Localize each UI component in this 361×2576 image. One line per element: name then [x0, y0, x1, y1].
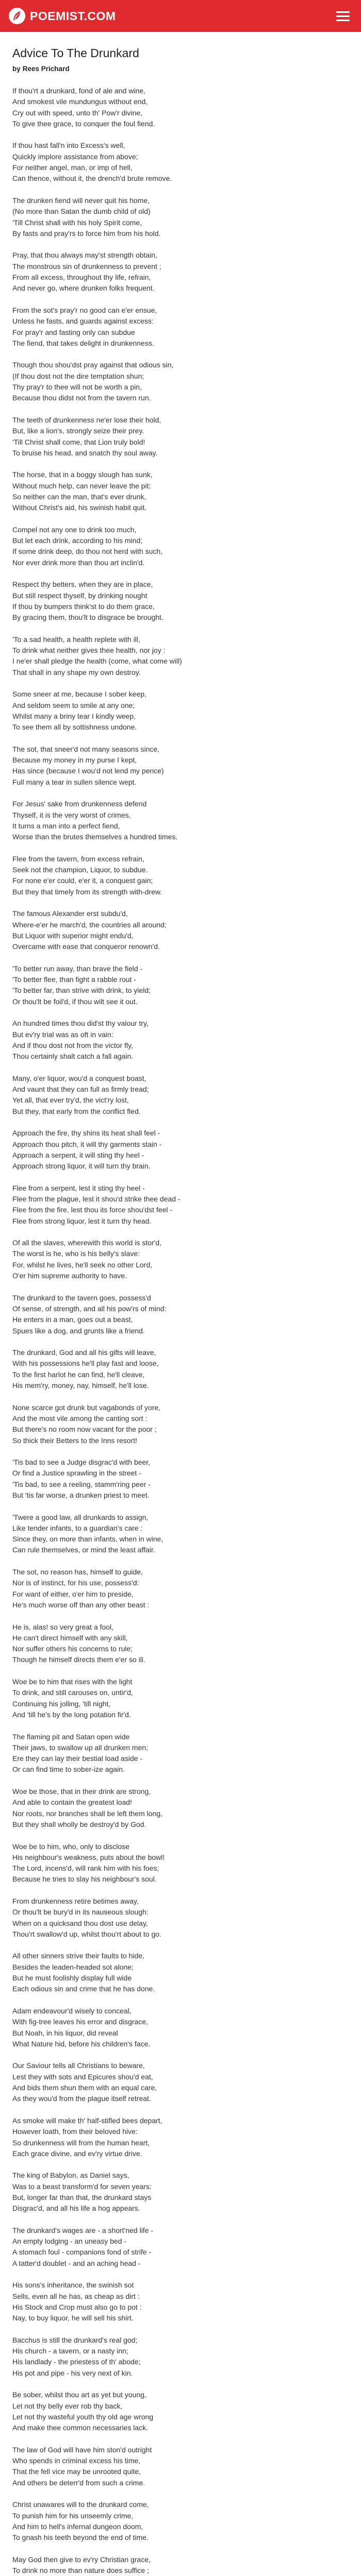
poem-line: O'er him supreme authority to have.: [12, 1272, 127, 1280]
poem-line: Nay, to buy liquor, he will sell his shirt.: [12, 2314, 134, 2323]
logo-link[interactable]: [8, 7, 116, 25]
poem-line: And make thee common necessaries lack.: [12, 2424, 149, 2432]
poem-line: 'Twere a good law, all drunkards to assign,: [12, 1513, 149, 1521]
poem-line: Sells, even all he has, as cheap as dirt :: [12, 2292, 140, 2300]
poem-line: His church - a tavern, or a nasty inn;: [12, 2347, 128, 2355]
author-prefix: by: [12, 65, 21, 73]
poem-line: Of all the slaves, wherewith this world is stor'd,: [12, 1239, 162, 1247]
poem-line: Some sneer at me, because I sober keep,: [12, 690, 146, 699]
poem-line: For neither angel, man, or imp of hell,: [12, 163, 133, 172]
site-header: [0, 0, 361, 32]
poem-line: An empty lodging - an uneasy bed -: [12, 2237, 127, 2246]
stanza: [12, 1293, 349, 1336]
menu-icon-bar: [336, 15, 350, 17]
poem-line: Nor is of instinct, for his use, possess'd:: [12, 1579, 139, 1587]
poem-line: And 'till he's by the long potation fir'd.: [12, 1710, 131, 1719]
poem-line: Nor roots, nor branches shall be left them long,: [12, 1809, 163, 1818]
poem-line: Seek not the champion, Liquor, to subdue.: [12, 866, 148, 874]
poem-line: Or thou'lt be bury'd in its nauseous slough:: [12, 1908, 149, 1917]
stanza: [12, 140, 349, 184]
poem-line: A stomach foul - companions fond of strife -: [12, 2248, 152, 2257]
poem-line: As smoke will make th' half-stifled bees depart,: [12, 2116, 162, 2125]
poem-line: And seldom seem to smile at any one;: [12, 701, 135, 709]
poem-line: Approach a serpent, it will sting thy heel -: [12, 1150, 144, 1159]
poem-line: Unless he fasts, and guards against excess:: [12, 317, 154, 326]
poem-line: The drunkard to the tavern goes, possess'd: [12, 1293, 151, 1302]
feather-logo-icon: [8, 7, 26, 25]
poem-line: But Liquor with superior might endu'd,: [12, 931, 134, 940]
poem-line: Yet all, that ever try'd, the vict'ry lost,: [12, 1096, 129, 1105]
poem-line: But they shall wholly be destroy'd by God.: [12, 1820, 146, 1828]
poem-line: Because thou didst not from the tavern run.: [12, 394, 151, 402]
poem-line: And others be deterr'd from such a crime.: [12, 2478, 145, 2487]
poem-line: Many, o'er liquor, wou'd a conquest boast,: [12, 1074, 146, 1082]
stanza: [12, 2115, 349, 2159]
poem-line: Flee from strong liquor, lest it turn thy head.: [12, 1216, 152, 1225]
stanza: [12, 415, 349, 459]
poem-line: Whilst many a briny tear I kindly weep,: [12, 711, 136, 720]
poem-line: The monstrous sin of drunkenness to prevent ;: [12, 262, 161, 270]
poem-line: For none e'er could, e'er it, a conquest gain;: [12, 876, 153, 885]
stanza: [12, 2335, 349, 2379]
stanza: [12, 1676, 349, 1720]
poem-line: Approach the fire, thy shins its heat shall feel -: [12, 1129, 160, 1138]
poem-line: Full many a tear in sullen silence wept.: [12, 777, 137, 786]
poem-line: (If thou dost not the dire temptation shun;: [12, 371, 144, 380]
poem-line: Thyself, it is the very worst of crimes,: [12, 810, 131, 819]
stanza: [12, 1128, 349, 1172]
poem-line: If thou hast fall'n into Excess's well,: [12, 141, 125, 150]
poem-line: For, whilst he lives, he'll seek no other Lord,: [12, 1260, 153, 1269]
poem-line: But they that timely from its strength with-drew.: [12, 887, 162, 896]
poem-line: Or thou'lt be foil'd, if thou wilt see it out.: [12, 997, 138, 1006]
poem-line: 'To better run away, than brave the field -: [12, 964, 143, 973]
poem-line: Has since (because I wou'd not lend my pence): [12, 767, 164, 775]
poem-line: It turns a man into a perfect fiend,: [12, 821, 120, 830]
poem-line: But there's no room now vacant for the poor ;: [12, 1425, 157, 1434]
poem-line: Though thou shou'dst pray against that odious sin,: [12, 361, 174, 369]
poem-line: Can thence, without it, the drench'd brute remove.: [12, 174, 172, 183]
poem-line: Of sense, of strength, and all his pow'rs of mind:: [12, 1304, 167, 1313]
stanza: [12, 250, 349, 294]
poem-line: Since they, on more than infants, when in wine,: [12, 1535, 163, 1544]
stanza: [12, 1402, 349, 1446]
poem-line: Flee from the plague, lest it shou'd strike thee dead -: [12, 1194, 180, 1203]
poem-line: 'Till Christ shall with his holy Spirit come,: [12, 218, 142, 227]
poem-line: That shall in any shape my own destroy.: [12, 668, 141, 676]
poem-line: 'Tis bad to see a Judge disgrac'd with beer,: [12, 1458, 151, 1467]
poem-line: If thou by bumpers think'st to do them grace,: [12, 602, 155, 611]
poem-line: To drink no more than nature does suffice ;: [12, 2566, 150, 2575]
stanza: [12, 2170, 349, 2214]
stanza: [12, 2554, 349, 2576]
poem-line: Adam endeavour'd wisely to conceal,: [12, 2006, 132, 2015]
poem-line: As they wou'd from the plague itself retreat.: [12, 2094, 151, 2103]
poem-line: And able to contain the greatest load!: [12, 1798, 132, 1807]
poem-line: Their jaws, to swallow up all drunken men;: [12, 1743, 149, 1752]
poem-line: Let not thy belly ever rob thy back,: [12, 2401, 123, 2410]
stanza: [12, 2060, 349, 2104]
poem-line: Though he himself directs them e'er so ill.: [12, 1655, 145, 1664]
stanza: [12, 908, 349, 952]
poem-line: That the fell vice may be unrooted quite,: [12, 2467, 141, 2476]
poem-line: He enters in a man, goes out a beast,: [12, 1315, 133, 1324]
poem-line: Flee from a serpent, lest it sting thy heel -: [12, 1183, 145, 1192]
poem-line: Besides the leaden-headed sot alone;: [12, 1962, 134, 1971]
poem-line: But ev'ry trial was as oft in vain:: [12, 1030, 113, 1039]
poem-line: Christ unawares will to the drunkard come,: [12, 2500, 149, 2509]
poem-line: Approach strong liquor, it will turn thy brain.: [12, 1162, 151, 1171]
poem-byline: [12, 64, 349, 74]
poem-line: All other sinners strive their faults to hide,: [12, 1952, 145, 1960]
stanza: [12, 1347, 349, 1391]
poem-line: Spues like a dog, and grunts like a friend.: [12, 1326, 145, 1335]
poem-line: The worst is he, who is his belly's slave:: [12, 1249, 140, 1258]
poem-line: However loath, from their beloved hive:: [12, 2127, 138, 2136]
poem-line: Was to a beast transform'd for seven years:: [12, 2182, 152, 2191]
poem-line: I ne'er shall pledge the health (come, what come will): [12, 657, 182, 666]
poem-line: To give thee grace, to conquer the foul fiend.: [12, 119, 155, 128]
poem-line: The famous Alexander erst subdu'd,: [12, 909, 128, 918]
poem-line: Where-e'er he march'd, the countries all around;: [12, 920, 167, 929]
poem-line: The drunkard, God and all his gifts will leave,: [12, 1348, 156, 1357]
poem-line: To punish him for his unseemly crime,: [12, 2511, 134, 2520]
menu-button[interactable]: [334, 7, 352, 25]
stanza: [12, 1786, 349, 1830]
poem-line: Compel not any one to drink too much,: [12, 525, 137, 534]
poem-line: Worse than the brutes themselves a hundred times.: [12, 833, 178, 841]
poem-line: Each grace divine, and ev'ry virtue drive.: [12, 2149, 142, 2158]
stanza: [12, 2445, 349, 2488]
poem-line: Our Saviour tells all Christians to beware,: [12, 2061, 145, 2070]
poem-line: Let not thy wasteful youth thy old age wrong: [12, 2412, 154, 2421]
poem-line: Flee from the tavern, from excess refrain,: [12, 854, 144, 863]
poem-line: Pray, that thou always may'st strength obtain,: [12, 251, 157, 260]
poem-line: With fig-tree leaves his error and disgrace,: [12, 2018, 148, 2026]
poem-line: May God then give to ev'ry Christian grace,: [12, 2555, 151, 2564]
poem-line: Or can find time to sober-ize again.: [12, 1765, 125, 1774]
poem-line: And if thou dost not from the victor fly,: [12, 1041, 133, 1049]
poem-line: The teeth of drunkenness ne'er lose their hold,: [12, 415, 161, 424]
poem-line: Nor ever drink more than thou art inclin'd.: [12, 558, 145, 567]
poem-line: For want of either, o'er him to preside,: [12, 1589, 134, 1598]
poem-line: Without Christ's aid, his swinish habit quit.: [12, 503, 147, 512]
poem-line: With his possessions he'll play fast and loose,: [12, 1359, 159, 1368]
stanza: [12, 2280, 349, 2324]
poem-line: To the first harlot he can find, he'll cleave,: [12, 1370, 145, 1379]
poem-line: To drink, and still carouses on, untir'd,: [12, 1688, 133, 1697]
poem-line: Can rule themselves, or mind the least affair.: [12, 1546, 155, 1554]
poem-line: The drunkard's wages are - a short'ned life -: [12, 2226, 154, 2234]
stanza: [12, 2389, 349, 2433]
poem-line: Be sober, whilst thou art as yet but young,: [12, 2391, 146, 2399]
poem-line: The Lord, incens'd, will rank him with his foes;: [12, 1864, 159, 1873]
menu-icon-bar: [336, 11, 350, 13]
poem-line: His landlady - the priestess of th' abode;: [12, 2358, 141, 2366]
stanza: [12, 1073, 349, 1117]
poem-container: [0, 32, 361, 2576]
stanza: [12, 2006, 349, 2049]
poem-line: The sot, that sneer'd not many seasons since,: [12, 744, 160, 753]
stanza: [12, 1896, 349, 1940]
poem-line: Quickly implore assistance from above;: [12, 152, 138, 161]
poem-line: 'Tis bad, to see a reeling, stamm'ring peer -: [12, 1480, 151, 1488]
stanza: [12, 634, 349, 678]
poem-line: And vaunt that they can full as firmly tread;: [12, 1085, 149, 1094]
poem-line: Thy pray'r to thee will not be worth a pin,: [12, 383, 142, 392]
poem-line: Because my money in my purse I kept,: [12, 756, 137, 765]
poem-line: Or find a Justice sprawling in the street -: [12, 1469, 141, 1478]
stanza: [12, 854, 349, 897]
stanza: [12, 360, 349, 403]
poem-line: Woe be those, that in their drink are strong,: [12, 1787, 151, 1796]
poem-line: (No more than Satan the dumb child of old): [12, 207, 151, 216]
poem-line: His mem'ry, money, nay, himself, he'll lose.: [12, 1381, 149, 1390]
poem-line: And smokest vile mundungus without end,: [12, 97, 148, 106]
poem-line: 'To better far, than strive with drink, to yield;: [12, 986, 151, 995]
poem-line: For Jesus' sake from drunkenness defend: [12, 800, 147, 808]
poem-line: To drink what neither gives thee health, nor joy :: [12, 646, 166, 655]
poem-line: The law of God will have him ston'd outright: [12, 2445, 152, 2454]
poem-line: Approach thou pitch, it will thy garments stain -: [12, 1140, 162, 1148]
logo-text: POEMIST.COM: [30, 9, 116, 23]
poem-line: To gnash his teeth beyond the end of time.: [12, 2533, 149, 2542]
poem-line: Like tender infants, to a guardian's care :: [12, 1523, 143, 1532]
poem-line: Respect thy betters, when they are in place,: [12, 580, 153, 589]
poem-line: Woe be to him that rises with the light: [12, 1677, 133, 1686]
poem-line: Because he tries to slay his neighbour's soul.: [12, 1875, 157, 1884]
poem-line: None scarce got drunk but vagabonds of yore,: [12, 1403, 161, 1412]
stanza: [12, 1512, 349, 1556]
poem-line: And bids them shun them with an equal care,: [12, 2083, 157, 2092]
poem-line: Ere they can lay their bestial load aside -: [12, 1754, 143, 1763]
poem-line: But let each drink, according to his mind;: [12, 536, 143, 545]
poem-line: Lest they with sots and Epicures shou'd eat,: [12, 2072, 153, 2081]
stanza: [12, 305, 349, 349]
poem-line: Thou certainly shalt catch a fall again.: [12, 1052, 134, 1061]
poem-line: What Nature hid, before his children's face.: [12, 2039, 151, 2048]
poem-line: He can't direct himself with any skill,: [12, 1633, 128, 1642]
poem-line: If thou'rt a drunkard, fond of ale and wine,: [12, 87, 145, 95]
stanza: [12, 1567, 349, 1611]
poem-line: An hundred times thou did'st thy valour try,: [12, 1019, 149, 1028]
poem-line: He's much worse off than any other beast :: [12, 1600, 150, 1609]
poem-line: For pray'r and fasting only can subdue: [12, 328, 135, 336]
poem-line: His Stock and Crop must also go to pot :: [12, 2302, 142, 2311]
poem-line: Without much help, can never leave the pit:: [12, 481, 151, 490]
poem-line: 'To a sad health, a health replete with ill,: [12, 635, 140, 643]
poem-line: But they, that early from the conflict fled.: [12, 1107, 141, 1115]
poem-line: His sons's inheritance, the swinish sot: [12, 2281, 134, 2290]
poem-line: If some drink deep, do thou not herd with such,: [12, 547, 163, 556]
poem-line: A tatter'd doublet - and an aching head -: [12, 2259, 141, 2267]
poem-line: From the sot's pray'r no good can e'er ensue,: [12, 306, 157, 314]
poem-line: But still respect thyself, by drinking nought: [12, 591, 147, 600]
stanza: [12, 1622, 349, 1666]
poem-line: So neither can the man, that's ever drunk,: [12, 492, 146, 501]
poem-line: And him to hell's infernal dungeon doom,: [12, 2522, 143, 2531]
poem-title: Advice To The Drunkard: [12, 46, 139, 60]
stanza: [12, 86, 349, 129]
stanza: [12, 195, 349, 239]
poem-line: Thou'rt swallow'd up, whilst thou'rt about to go.: [12, 1929, 161, 1938]
poem-line: He is, alas! so very great a fool,: [12, 1622, 114, 1631]
stanza: [12, 1841, 349, 1885]
poem-line: But 'tis far worse, a drunken priest to meet.: [12, 1491, 150, 1499]
poem-line: From all excess, throughout thy life, refrain,: [12, 273, 151, 282]
stanza: [12, 2499, 349, 2543]
poem-line: Disgrac'd, and all his life a hog appears.: [12, 2204, 140, 2213]
poem-line: Bacchus is still the drunkard's real god;: [12, 2335, 138, 2344]
poem-line: But, longer far than that, the drunkard stays: [12, 2193, 152, 2201]
poem-line: When on a quicksand thou dost use delay,: [12, 1919, 148, 1927]
poem-line: By gracing them, thou'lt to disgrace be brought.: [12, 613, 163, 622]
poem-line: The fiend, that takes delight in drunkenness.: [12, 338, 154, 347]
stanza: [12, 1951, 349, 1994]
poem-line: Cry out with speed, unto th' Pow'r divine,: [12, 108, 143, 117]
stanza: [12, 744, 349, 788]
poem-line: The king of Babylon, as Daniel says,: [12, 2171, 129, 2180]
poem-line: His pot and pipe - his very next of kin.: [12, 2368, 133, 2377]
menu-icon-bar: [336, 20, 350, 21]
poem-line: To see them all by sottishness undone.: [12, 723, 137, 732]
stanza: [12, 579, 349, 623]
stanza: [12, 1238, 349, 1281]
poem-line: And never go, where drunken folks frequent.: [12, 284, 155, 293]
stanza: [12, 2225, 349, 2269]
poem-line: But he must foolishly display full wide: [12, 1974, 132, 1982]
poem-line: The flaming pit and Satan open wide: [12, 1732, 130, 1741]
poem-line: Continuing his jolling, 'till night,: [12, 1699, 111, 1708]
poem-line: To bruise his head, and snatch thy soul away.: [12, 448, 158, 457]
poem-line: Each odious sin and crime that he has done.: [12, 1985, 155, 1993]
poem-line: Who spends in criminal excess his time,: [12, 2456, 141, 2465]
poem-body: [12, 86, 349, 2576]
poem-line: 'Till Christ shall come, that Lion truly bold!: [12, 437, 145, 446]
poem-line: Nor suffer others his concerns to rule;: [12, 1645, 133, 1653]
poem-line: His neighbour's weakness, puts about the bowl!: [12, 1853, 165, 1861]
author-link[interactable]: Rees Prichard: [22, 65, 70, 73]
poem-line: Woe be to him, who, only to disclose: [12, 1842, 129, 1851]
poem-line: From drunkenness retire betimes away,: [12, 1896, 139, 1905]
poem-line: But, like a lion's, strongly seize their prey.: [12, 427, 144, 435]
poem-line: So drunkenness will from the human heart,: [12, 2138, 150, 2147]
poem-line: Flee from the fire, lest thou its force shou'dst feel -: [12, 1206, 173, 1214]
poem-line: The horse, that in a boggy slough has sunk,: [12, 470, 153, 479]
stanza: [12, 469, 349, 513]
poem-line: 'To better flee, than fight a rabble rout -: [12, 975, 137, 984]
poem-line: So thick their Betters to the Inns resort!: [12, 1436, 137, 1445]
poem-line: The sot, no reason has, himself to guide,: [12, 1568, 143, 1577]
stanza: [12, 1183, 349, 1227]
stanza: [12, 799, 349, 842]
poem-line: Overcame with ease that conqueror renown'd.: [12, 942, 160, 951]
poem-line: The drunken fiend will never quit his home,: [12, 196, 150, 205]
stanza: [12, 524, 349, 568]
poem-line: And the most vile among the canting sort :: [12, 1414, 147, 1422]
stanza: [12, 1732, 349, 1775]
poem-line: But Noah, in his liquor, did reveal: [12, 2028, 118, 2037]
stanza: [12, 963, 349, 1007]
stanza: [12, 1018, 349, 1062]
stanza: [12, 1457, 349, 1501]
poem-line: By fasts and pray'rs to force him from his hold.: [12, 229, 161, 238]
stanza: [12, 689, 349, 733]
